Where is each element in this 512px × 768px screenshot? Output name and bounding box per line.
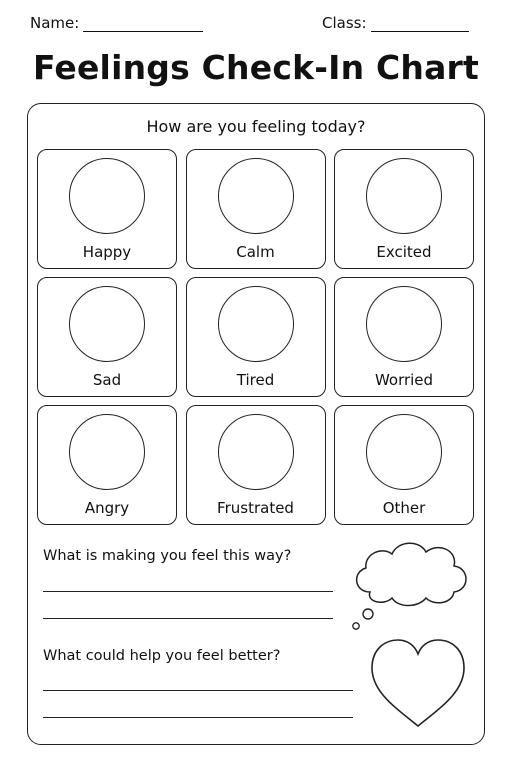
- help-write-line-1[interactable]: [43, 690, 353, 691]
- face-circle-icon[interactable]: [366, 158, 442, 234]
- feeling-label: Tired: [236, 371, 275, 389]
- name-write-line[interactable]: [83, 15, 203, 32]
- face-circle-icon[interactable]: [218, 414, 294, 490]
- feelings-grid: [37, 149, 474, 525]
- heart-icon: [368, 636, 468, 732]
- face-circle-icon[interactable]: [69, 286, 145, 362]
- cause-write-line-2[interactable]: [43, 618, 333, 619]
- class-write-line[interactable]: [371, 15, 469, 32]
- page-title: Feelings Check-In Chart: [32, 48, 480, 87]
- feeling-label: Frustrated: [217, 499, 294, 517]
- face-circle-icon[interactable]: [218, 286, 294, 362]
- feeling-box-sad[interactable]: [37, 277, 177, 397]
- feeling-label: Happy: [82, 243, 132, 261]
- feeling-box-other[interactable]: [334, 405, 474, 525]
- feeling-box-excited[interactable]: [334, 149, 474, 269]
- face-circle-icon[interactable]: [366, 286, 442, 362]
- feeling-box-worried[interactable]: [334, 277, 474, 397]
- name-field[interactable]: [30, 14, 203, 32]
- feeling-label: Worried: [374, 371, 434, 389]
- feeling-label: Angry: [84, 499, 130, 517]
- face-circle-icon[interactable]: [218, 158, 294, 234]
- feeling-question: How are you feeling today?: [146, 117, 366, 136]
- face-circle-icon[interactable]: [366, 414, 442, 490]
- thought-cloud-icon: [348, 534, 474, 634]
- feeling-box-frustrated[interactable]: [186, 405, 326, 525]
- class-label: Class:: [322, 14, 367, 32]
- class-field[interactable]: [322, 14, 469, 32]
- feeling-box-angry[interactable]: [37, 405, 177, 525]
- cause-prompt: What is making you feel this way?: [43, 548, 292, 564]
- name-label: Name:: [30, 14, 80, 32]
- feeling-box-tired[interactable]: [186, 277, 326, 397]
- feeling-box-calm[interactable]: [186, 149, 326, 269]
- feeling-label: Calm: [236, 243, 275, 261]
- feeling-label: Other: [382, 499, 426, 517]
- feeling-label: Excited: [376, 243, 432, 261]
- face-circle-icon[interactable]: [69, 158, 145, 234]
- face-circle-icon[interactable]: [69, 414, 145, 490]
- feeling-label: Sad: [92, 371, 122, 389]
- help-prompt: What could help you feel better?: [43, 648, 281, 664]
- cause-write-line-1[interactable]: [43, 591, 333, 592]
- help-write-line-2[interactable]: [43, 717, 353, 718]
- feeling-box-happy[interactable]: [37, 149, 177, 269]
